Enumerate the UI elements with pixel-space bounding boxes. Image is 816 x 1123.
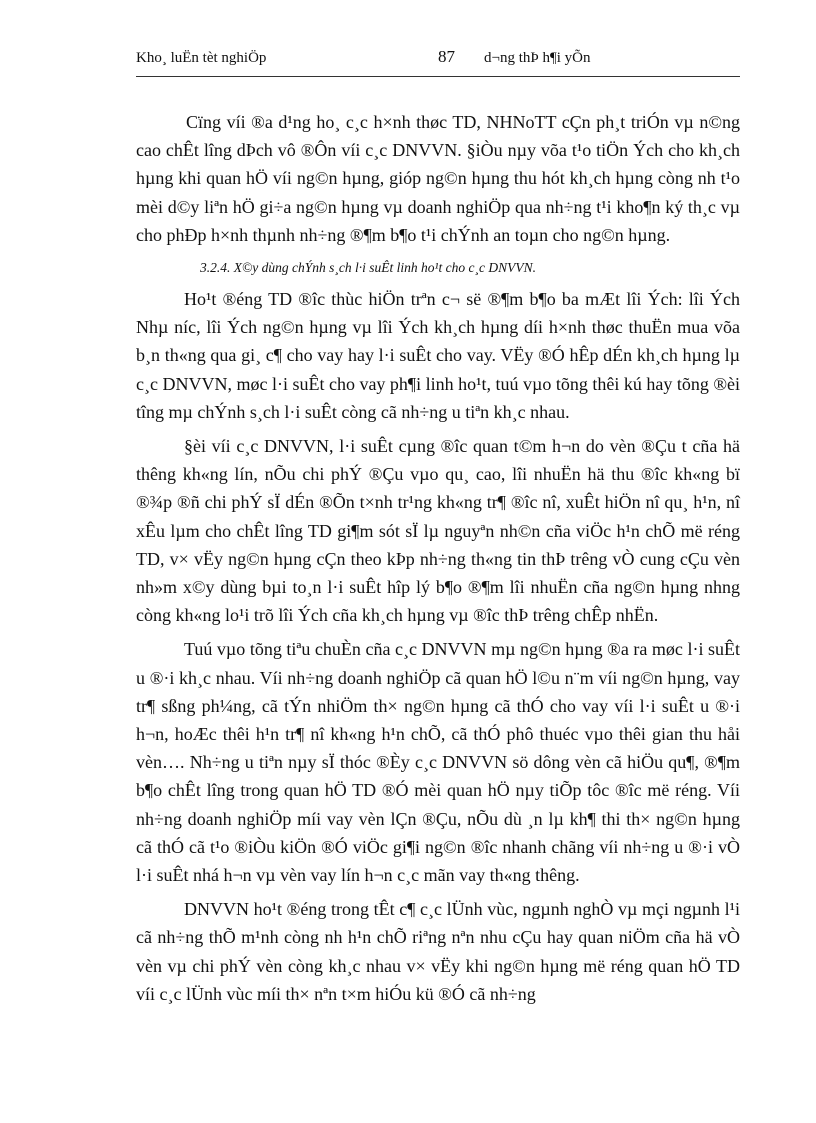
page-header (136, 44, 740, 77)
section-heading: 3.2.4. X©y dùng chÝnh s¸ch l·i suÊt linh ho¹t cho c¸c DNVVN. (200, 260, 537, 276)
page-number: 87 (438, 47, 455, 66)
paragraph: DNVVN ho¹t ®éng trong tÊt c¶ c¸c lÜnh vùc, ngµnh nghÒ vµ mçi ngµnh l¹i cã nh÷ng thÕ m¹nh còng nh h¹n chÕ riªng nªn nhu cÇu hay quan niÖm cña hä vÒ vèn vµ chi phÝ vèn còng kh¸c nhau v× vËy khi ng©n hµng më réng quan hÖ TD víi c¸c lÜnh vùc míi th× nªn t×m hiÓu kü ®Ó cã nh÷ng (136, 899, 740, 1004)
paragraph: Tuú vµo tõng tiªu chuÈn cña c¸c DNVVN mµ ng©n hµng ®a ra møc l·i suÊt u ®·i kh¸c nhau. Víi nh÷ng doanh nghiÖp cã quan hÖ l©u n¨m víi ng©n hµng, vay tr¶ sßng ph¼ng, cã tÝn nhiÖm th× ng©n hµng cã thÓ cho vay víi l·i suÊt u ®·i h¬n, hoÆc thêi h¹n tr¶ nî kh«ng h¹n chÕ, cã thÓ phô thuéc vµo thêi gian thu håi vèn…. Nh÷ng u tiªn nµy sÏ thóc ®Èy c¸c DNVVN sö dông vèn cã hiÖu qu¶, ®¶m b¶o chÊt lîng trong quan hÖ TD ®Ó mèi quan hÖ nµy tiÕp tôc ®îc më réng. Víi nh÷ng doanh nghiÖp míi vay vèn lÇn ®Çu, nÕu dù ¸n lµ kh¶ thi th× ng©n hµng cã thÓ cã t¹o ®iÒu kiÖn ®Ó viÖc gi¶i ng©n ®îc nhanh chãng víi nh÷ng u ®·i vÒ l·i suÊt nhá h¬n vµ vèn vay lín h¬n c¸c mãn vay th«ng thêng. (136, 639, 740, 886)
header-thesis-label: Kho¸ luËn tèt nghiÖp (136, 50, 267, 66)
paragraph: §èi víi c¸c DNVVN, l·i suÊt cµng ®îc quan t©m h¬n do vèn ®Çu t cña hä thêng kh«ng lín, nÕu chi phÝ ®Çu vµo qu¸ cao, lîi nhuËn hä thu ®îc kh«ng bï ®¾p ®ñ chi phÝ sÏ dÉn ®Õn t×nh tr¹ng kh«ng tr¶ ®îc nî, xuÊt hiÖn nî qu¸ h¹n, nî xÊu lµm cho chÊt lîng TD gi¶m sót sÏ lµ nguyªn nh©n cña viÖc h¹n chÕ më réng TD, v× vËy ng©n hµng cÇn theo kÞp nh÷ng th«ng tin thÞ trêng vÒ cung cÇu vèn nh»m x©y dùng bµi to¸n l·i suÊt hîp lý b¶o ®¶m lîi nhuËn cña ng©n hµng nhng còng kh«ng lo¹i trõ lîi Ých cña kh¸ch hµng vµ ®îc thÞ trêng chÊp nhËn. (136, 436, 740, 626)
paragraph: Cïng víi ®a d¹ng ho¸ c¸c h×nh thøc TD, NHNoTT cÇn ph¸t triÓn vµ n©ng cao chÊt lîng dÞch vô ®Ôn víi c¸c DNVVN. §iÒu nµy võa t¹o tiÖn Ých cho kh¸ch hµng khi quan hÖ víi ng©n hµng, gióp ng©n hµng thu hót kh¸ch hµng còng nh t¹o mèi d©y liªn hÖ gi÷a ng©n hµng vµ doanh nghiÖp qua nh÷ng t¹i kho¶n ký th¸c vµ cho phÐp h×nh thµnh nh÷ng ®¶m b¶o t¹i chÝnh an toµn cho ng©n hµng. (136, 112, 740, 245)
header-author-name: d¬ng thÞ h¶i yÕn (484, 50, 591, 66)
document-body (136, 108, 740, 1014)
paragraph: Ho¹t ®éng TD ®îc thùc hiÖn trªn c¬ së ®¶m b¶o ba mÆt lîi Ých: lîi Ých Nhµ níc, lîi Ých ng©n hµng vµ lîi Ých kh¸ch hµng díi h×nh thøc thuËn mua võa b¸n th«ng qua gi¸ c¶ cho vay hay l·i suÊt cho vay. VËy ®Ó hÊp dÉn kh¸ch hµng lµ c¸c DNVVN, møc l·i suÊt cho vay ph¶i linh ho¹t, tuú vµo tõng thêi kú hay tõng ®èi tîng mµ chÝnh s¸ch l·i suÊt còng cã nh÷ng u tiªn kh¸c nhau. (136, 289, 741, 422)
